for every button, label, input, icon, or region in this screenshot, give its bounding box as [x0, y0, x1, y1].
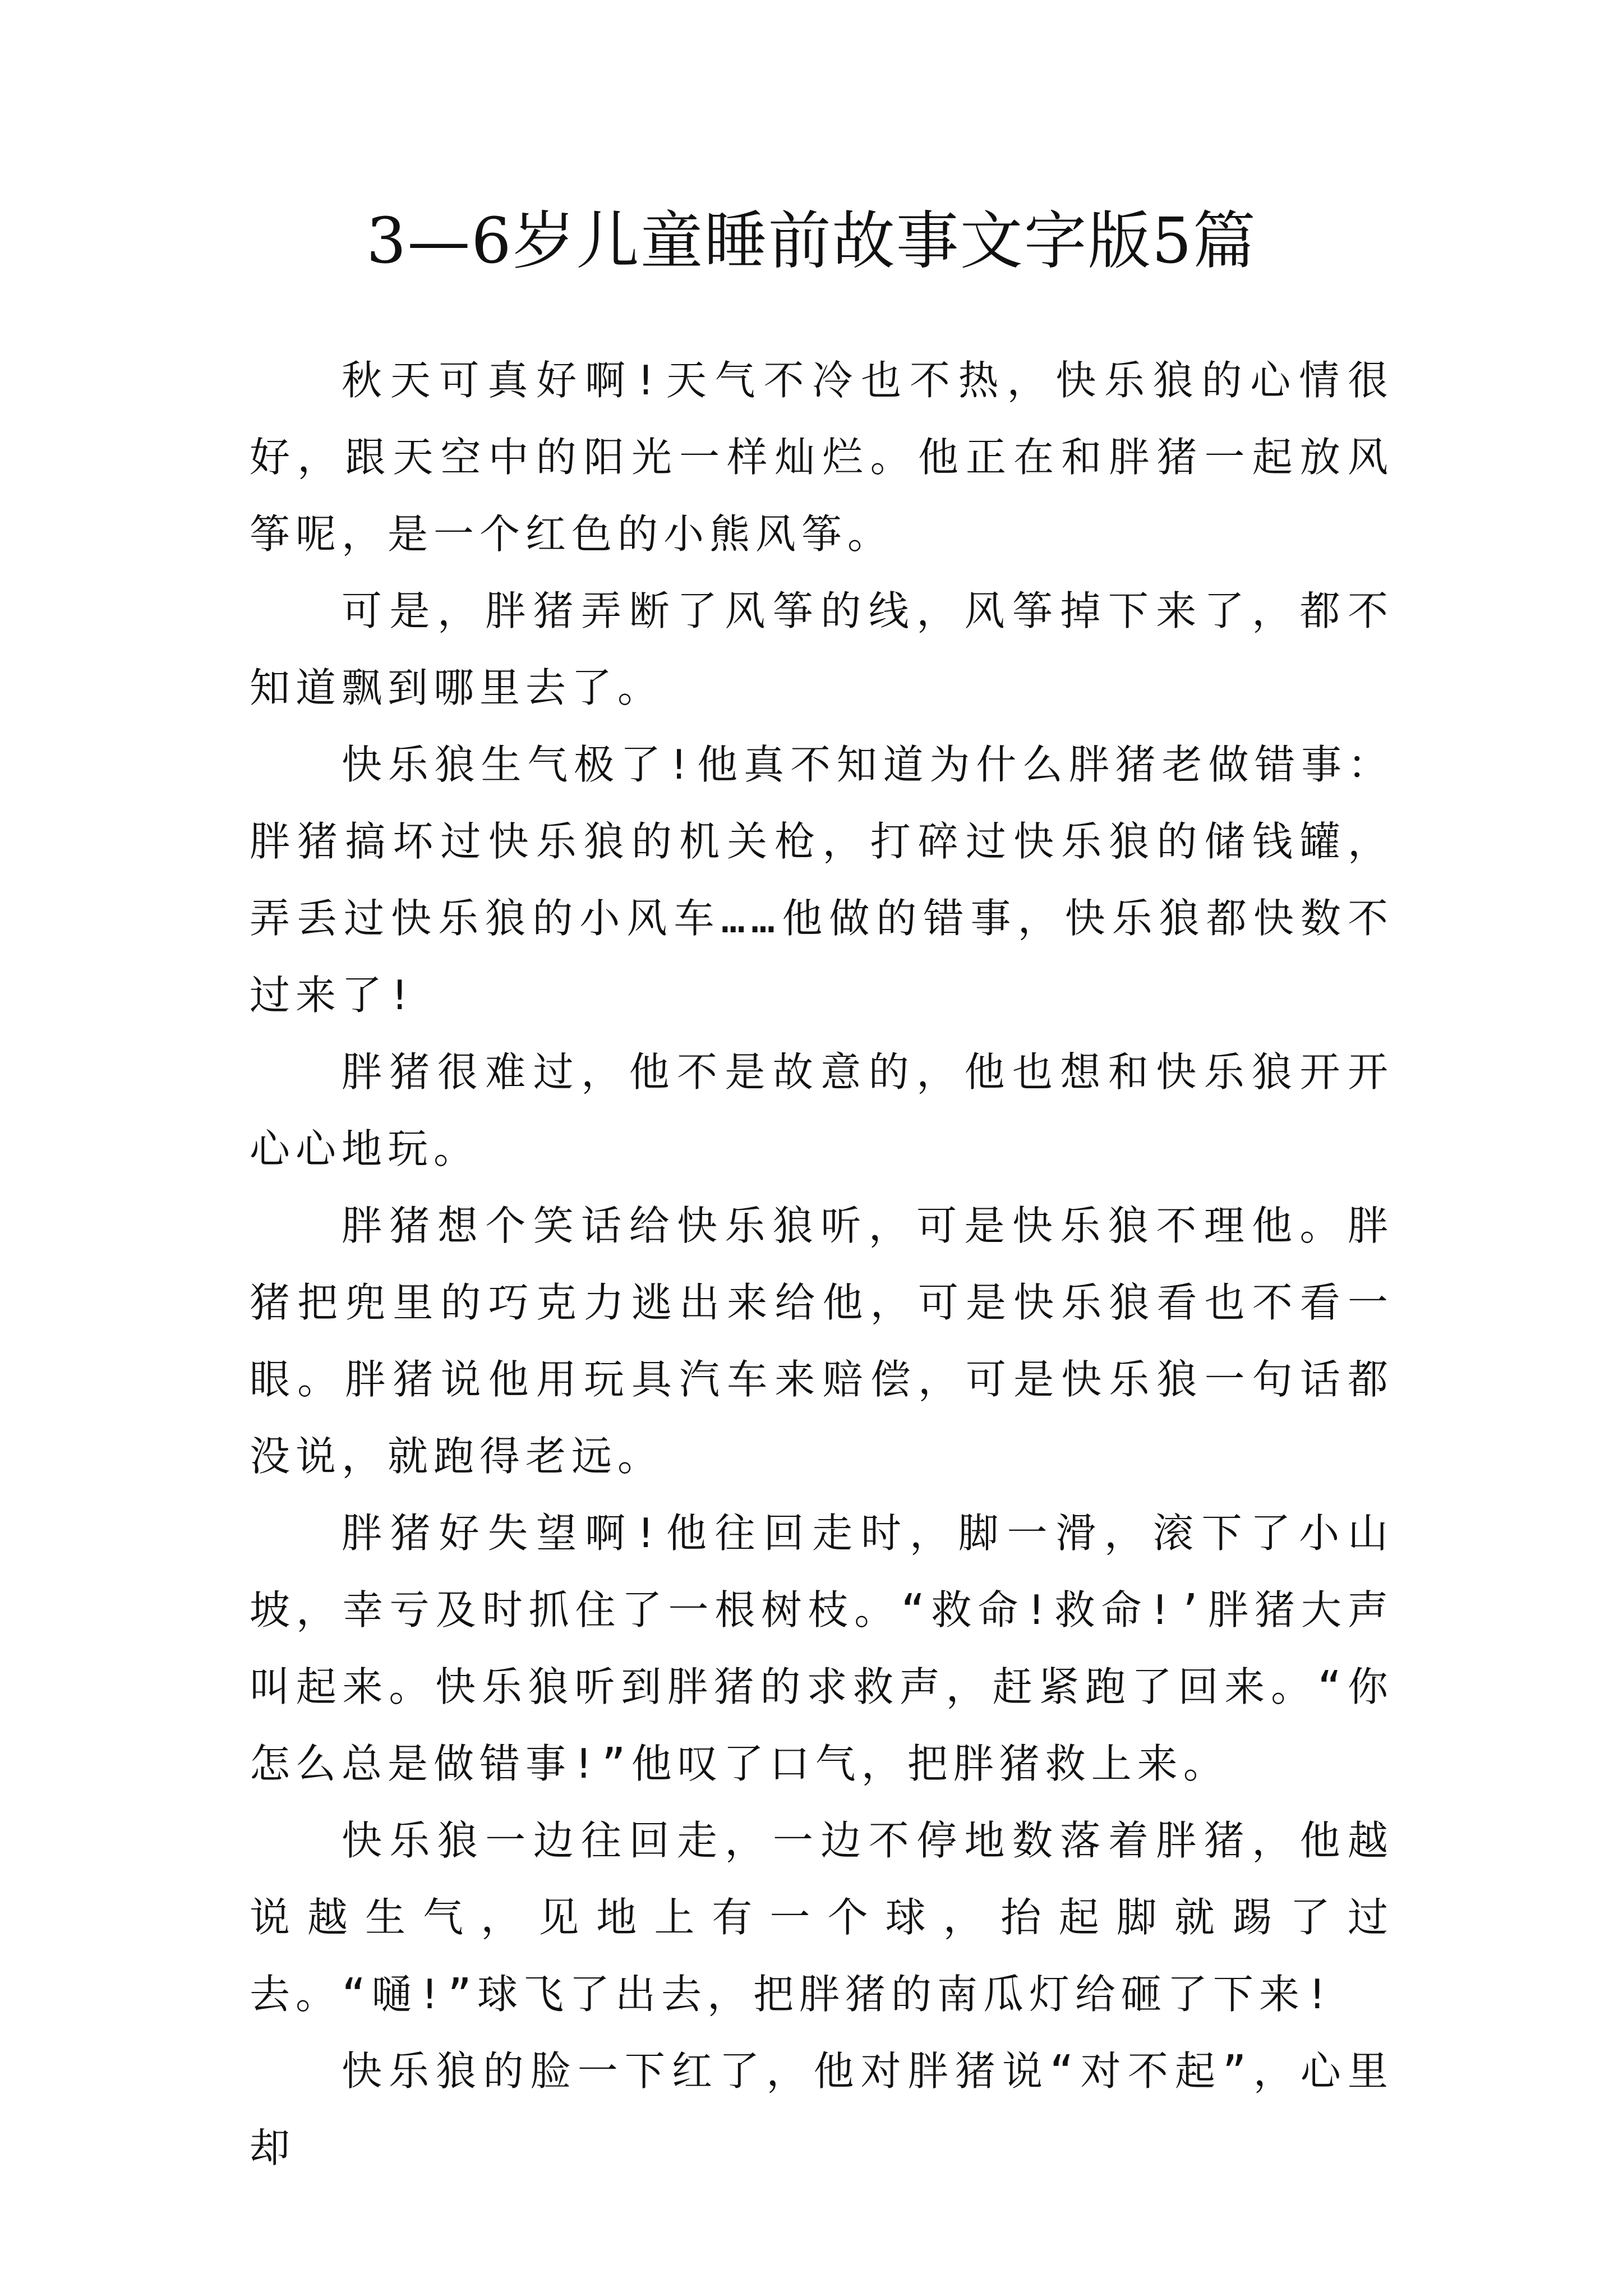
- document-title: 3—6岁儿童睡前故事文字版5篇: [366, 205, 1257, 278]
- paragraph: 胖猪想个笑话给快乐狼听，可是快乐狼不理他。胖猪把兜里的巧克力逃出来给他，可是快乐狼看也不看一眼。胖猪说他用玩具汽车来赔偿，可是快乐狼一句话都没说，就跑得老远。: [250, 1202, 1394, 1480]
- paragraph: 胖猪好失望啊!他往回走时，脚一滑，滚下了小山坡，幸亏及时抓住了一根树枝。“救命!救命!’胖猪大声叫起来。快乐狼听到胖猪的求救声，赶紧跑了回来。“你怎么总是做错事!”他叹了口气，把胖猪救上来。: [250, 1510, 1394, 1787]
- paragraph: 快乐狼一边往回走，一边不停地数落着胖猪，他越说越生气，见地上有一个球，抬起脚就踢了过去。“嗵!”球飞了出去，把胖猪的南瓜灯给砸了下来!: [250, 1817, 1394, 2018]
- document-body: [250, 342, 1394, 2187]
- paragraph: 可是，胖猪弄断了风筝的线，风筝掉下来了，都不知道飘到哪里去了。: [250, 587, 1394, 711]
- paragraph: 秋天可真好啊!天气不冷也不热，快乐狼的心情很好，跟天空中的阳光一样灿烂。他正在和胖猪一起放风筝呢，是一个红色的小熊风筝。: [250, 357, 1394, 558]
- paragraph: 快乐狼的脸一下红了，他对胖猪说“对不起”，心里却: [250, 2047, 1394, 2171]
- paragraph: 快乐狼生气极了!他真不知道为什么胖猪老做错事：胖猪搞坏过快乐狼的机关枪，打碎过快乐狼的储钱罐，弄丢过快乐狼的小风车……他做的错事，快乐狼都快数不过来了!: [250, 741, 1394, 1019]
- paragraph: 胖猪很难过，他不是故意的，他也想和快乐狼开开心心地玩。: [250, 1048, 1394, 1172]
